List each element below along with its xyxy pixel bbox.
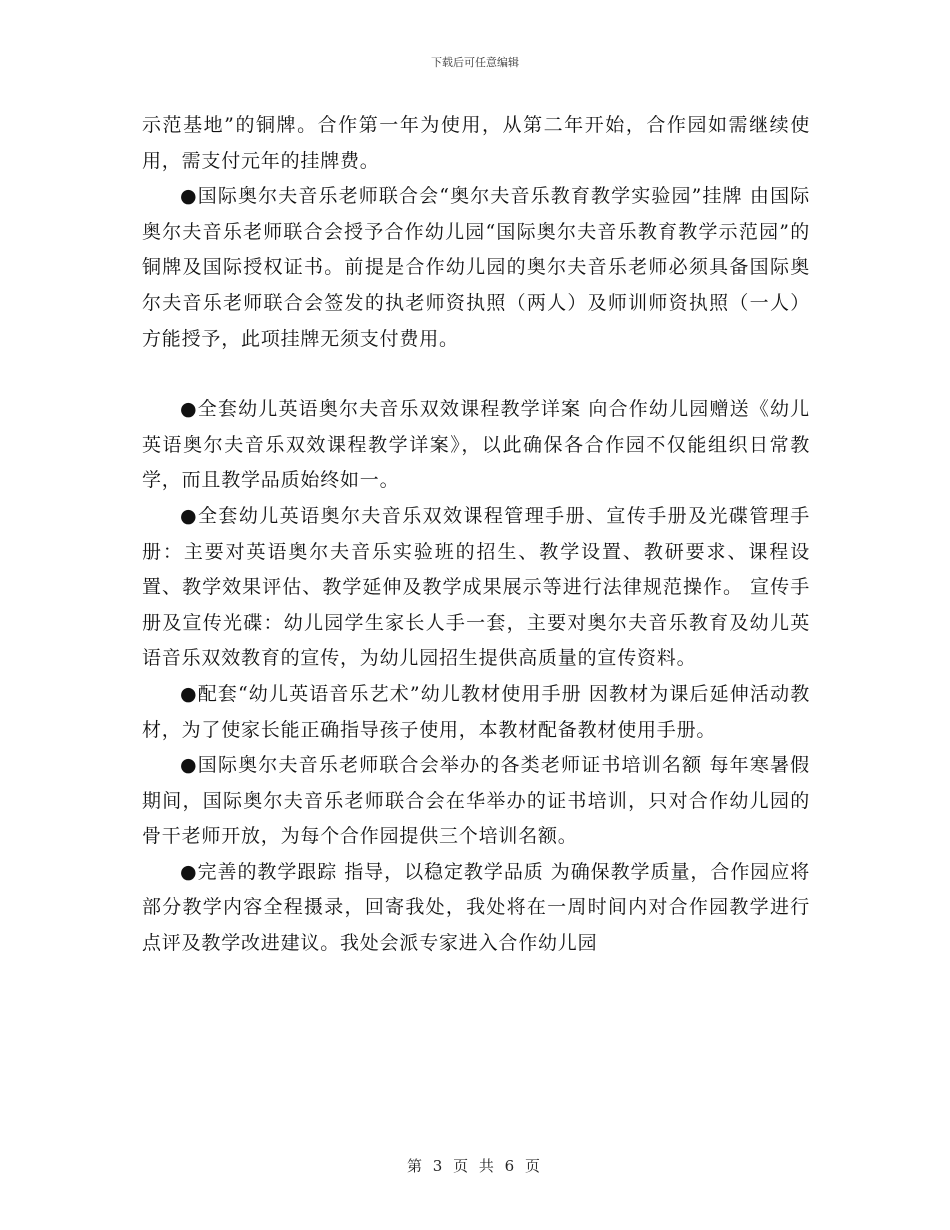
document-body [142,108,810,962]
paragraph-textbook-manual: ●配套“幼儿英语音乐艺术”幼儿教材使用手册 因教材为课后延伸活动教材，为了使家长能正确指导孩子使用，本教材配备教材使用手册。 [142,682,810,741]
paragraph-training-quota: ●国际奥尔夫音乐老师联合会举办的各类老师证书培训名额 每年寒暑假期间，国际奥尔夫音乐老师联合会在华举办的证书培训，只对合作幼儿园的骨干老师开放，为每个合作园提供三个培训名额。 [142,754,810,848]
paragraph-lesson-plans: ●全套幼儿英语奥尔夫音乐双效课程教学详案 向合作幼儿园赠送《幼儿英语奥尔夫音乐双效课程教学详案》，以此确保各合作园不仅能组织日常教学，而且教学品质始终如一。 [142,398,810,492]
paragraph-orff-plaque: ●国际奥尔夫音乐老师联合会“奥尔夫音乐教育教学实验园”挂牌 由国际奥尔夫音乐老师联合会授予合作幼儿园“国际奥尔夫音乐教育教学示范园”的铜牌及国际授权证书。前提是合作幼儿园的奥尔夫音乐老师必须具备国际奥尔夫音乐老师联合会签发的执老师资执照（两人）及师训师资执照（一人）方能授予，此项挂牌无须支付费用。 [142,185,810,350]
paragraph-continuation: 示范基地”的铜牌。合作第一年为使用，从第二年开始，合作园如需继续使用，需支付元年的挂牌费。 [142,114,810,172]
header-note: 下载后可任意编辑 [431,56,519,69]
paragraph-teaching-followup: ●完善的教学跟踪 指导，以稳定教学品质 为确保教学质量，合作园应将部分教学内容全程摄录，回寄我处，我处将在一周时间内对合作园教学进行点评及教学改进建议。我处会派专家进入合作幼儿园 [142,860,810,955]
paragraph-manuals: ●全套幼儿英语奥尔夫音乐双效课程管理手册、宣传手册及光碟管理手册：主要对英语奥尔夫音乐实验班的招生、教学设置、教研要求、课程设置、教学效果评估、教学延伸及教学成果展示等进行法律规范操作。 宣传手册及宣传光碟：幼儿园学生家长人手一套，主要对奥尔夫音乐教育及幼儿英语音乐双效教育的宣传，为幼儿园招生提供高质量的宣传资料。 [142,504,810,670]
page-number-footer: 第 3 页 共 6 页 [407,1157,543,1175]
